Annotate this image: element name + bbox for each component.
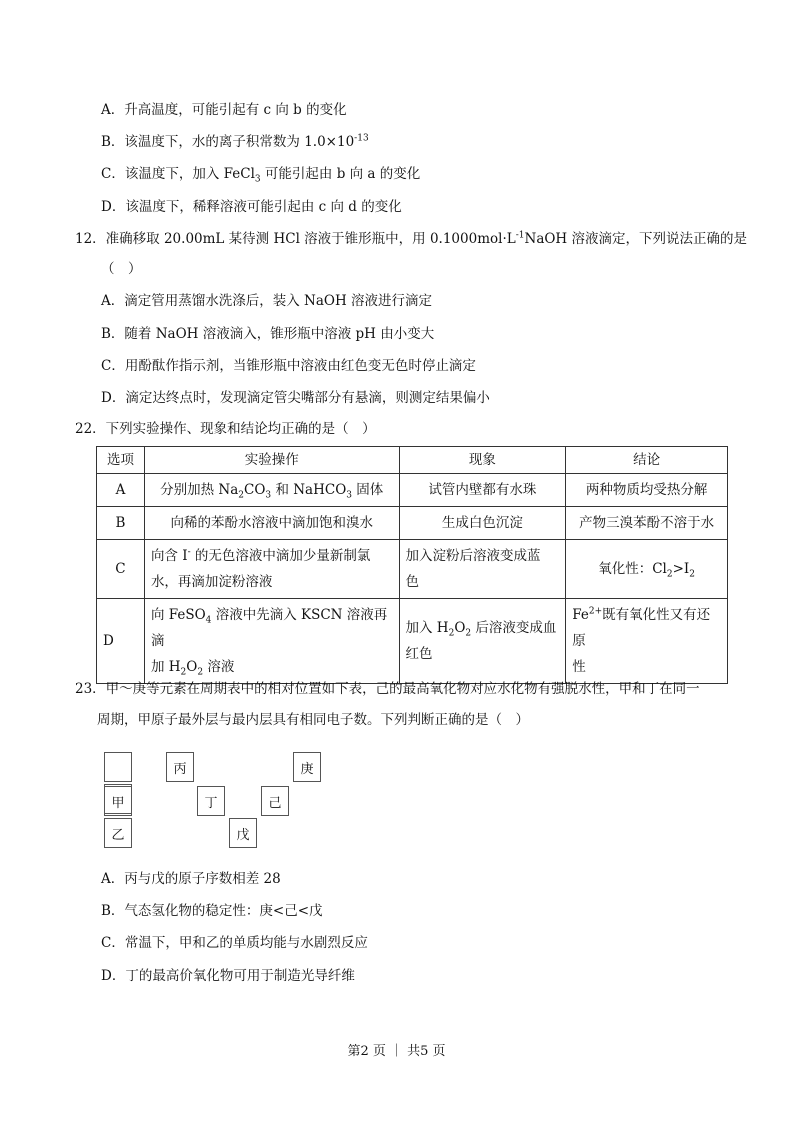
pt-cell-jia: 甲: [104, 786, 132, 816]
row-b-phenomenon: 生成白色沉淀: [399, 507, 566, 540]
q22-stem: 22．下列实验操作、现象和结论均正确的是（ ）: [75, 421, 376, 437]
row-a-phenomenon: 试管内壁都有水珠: [399, 474, 566, 507]
row-b-option: B: [97, 507, 145, 540]
q11-option-c: C．该温度下，加入 FeCl$_3$ 可能引起由 b 向 a 的变化: [101, 166, 421, 185]
pt-cell-bing: 丙: [166, 752, 194, 782]
row-a-operation: 分别加热 $Na_2CO_3$ 和 NaHCO$_3$ 固体: [144, 474, 399, 507]
row-d-phenomenon: 加入 $H_2O_2$ 后溶液变成血 红色: [399, 599, 566, 684]
header-conclusion: 结论: [566, 447, 728, 474]
q12-option-a: A．滴定管用蒸馏水洗涤后，装入 NaOH 溶液进行滴定: [101, 293, 433, 309]
page-footer: 第2 页 ｜ 共5 页: [347, 1044, 446, 1059]
row-c-phenomenon: 加入淀粉后溶液变成蓝 色: [399, 540, 566, 599]
q11-option-a: A．升高温度，可能引起有 c 向 b 的变化: [101, 102, 347, 118]
table-row: [97, 540, 728, 599]
q23-stem-line2: 周期，甲原子最外层与最内层具有相同电子数。下列判断正确的是（ ）: [97, 712, 529, 728]
table-row: [97, 599, 728, 684]
row-c-conclusion: 氧化性：$Cl_2>I_2$: [566, 540, 728, 599]
row-b-operation: 向稀的苯酚水溶液中滴加饱和溴水: [144, 507, 399, 540]
q12-option-b: B．随着 NaOH 溶液滴入，锥形瓶中溶液 pH 由小变大: [101, 326, 435, 342]
q23-option-c: C．常温下，甲和乙的单质均能与水剧烈反应: [101, 935, 368, 951]
q23-option-a: A．丙与戊的原子序数相差 28: [101, 871, 281, 887]
row-a-option: A: [97, 474, 145, 507]
q12-stem: 12．准确移取 20.00mL 某待测 HCl 溶液于锥形瓶中，用 $0.1000mol\cdot L^{-1}NaOH$ 溶液滴定，下列说法正确的是: [75, 230, 747, 247]
q22-table: [96, 446, 728, 684]
table-row: [97, 474, 728, 507]
pt-empty-cell: [104, 752, 132, 782]
header-phenomenon: 现象: [399, 447, 566, 474]
row-c-option: C: [97, 540, 145, 599]
row-a-conclusion: 两种物质均受热分解: [566, 474, 728, 507]
pt-cell-ji: 己: [261, 786, 289, 816]
row-b-conclusion: 产物三溴苯酚不溶于水: [566, 507, 728, 540]
pt-cell-yi: 乙: [104, 818, 132, 848]
table-header-row: [97, 447, 728, 474]
pt-cell-ding: 丁: [197, 786, 225, 816]
header-operation: 实验操作: [144, 447, 399, 474]
header-option: 选项: [97, 447, 145, 474]
q12-option-d: D．滴定达终点时，发现滴定管尖嘴部分有悬滴，则测定结果偏小: [101, 390, 490, 406]
table-row: [97, 507, 728, 540]
pt-cell-geng: 庚: [293, 752, 321, 782]
q23-option-d: D．丁的最高价氧化物可用于制造光导纤维: [101, 968, 355, 984]
q11-option-d: D．该温度下，稀释溶液可能引起由 c 向 d 的变化: [101, 199, 402, 215]
row-d-conclusion: $Fe^{2+}$既有氧化性又有还原 性: [566, 599, 728, 684]
row-d-option: D: [97, 599, 145, 684]
row-d-operation: 向 FeSO$_4$ 溶液中先滴入 KSCN 溶液再滴 加 $H_2O_2$ 溶液: [144, 599, 399, 684]
row-c-operation: 向含 I- 的无色溶液中滴加少量新制氯 水，再滴加淀粉溶液: [144, 540, 399, 599]
q12-blank: （ ）: [101, 261, 142, 277]
pt-cell-wu: 戊: [229, 818, 257, 848]
q23-stem-line1: 23．甲～庚等元素在周期表中的相对位置如下表，己的最高氧化物对应水化物有强脱水性，甲和丁在同一: [75, 681, 700, 697]
q11-option-b: B．该温度下，水的离子积常数为 $1.0\times 10^{-13}$: [101, 133, 369, 150]
q23-option-b: B．气态氢化物的稳定性：庚<己<戊: [101, 903, 323, 919]
q12-option-c: C．用酚酞作指示剂，当锥形瓶中溶液由红色变无色时停止滴定: [101, 358, 476, 374]
